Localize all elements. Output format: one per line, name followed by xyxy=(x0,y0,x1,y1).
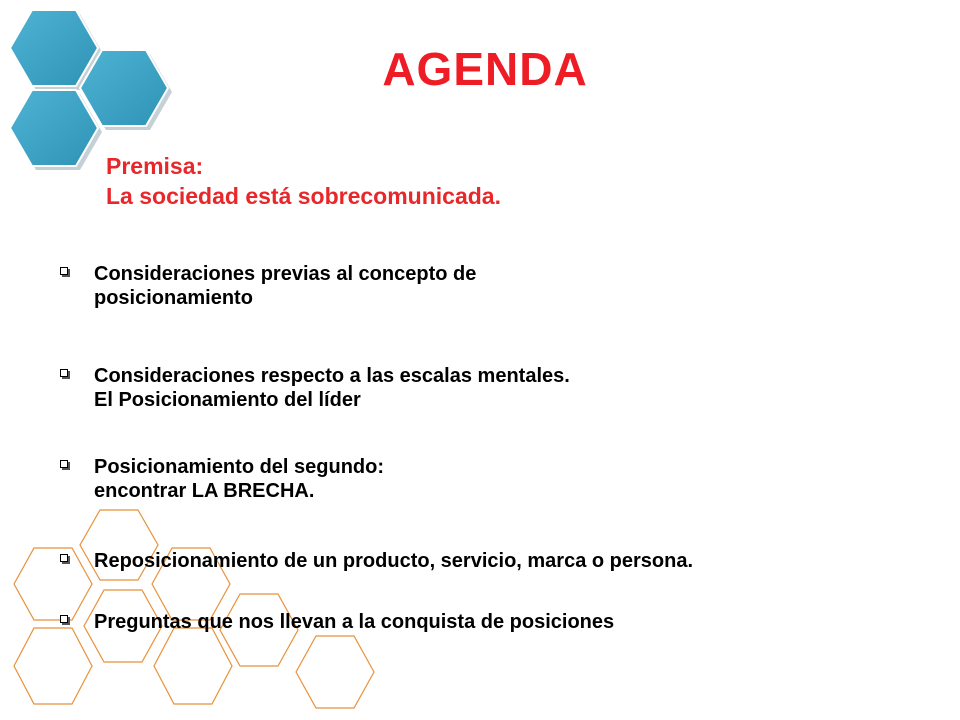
square-bullet-icon xyxy=(60,369,68,377)
premise-block xyxy=(106,151,501,211)
orange-hexagon-2 xyxy=(14,548,92,620)
orange-hexagon-cluster-icon xyxy=(14,510,374,708)
square-bullet-icon xyxy=(60,460,68,468)
square-bullet-icon xyxy=(60,615,68,623)
orange-hexagon-8 xyxy=(296,636,374,708)
agenda-item-line: Consideraciones respecto a las escalas mentales. xyxy=(94,365,570,387)
orange-hexagon-7 xyxy=(154,628,232,704)
agenda-item-line: posicionamiento xyxy=(94,287,253,309)
agenda-item-line: Reposicionamiento de un producto, servicio, marca o persona. xyxy=(94,550,694,572)
square-bullet-icon xyxy=(60,267,68,275)
agenda-item-text xyxy=(94,364,570,412)
premise-label: Premisa: xyxy=(106,153,204,179)
agenda-item-line: Preguntas que nos llevan a la conquista de posiciones xyxy=(94,611,615,633)
agenda-item-line: encontrar LA BRECHA. xyxy=(94,480,315,502)
agenda-item-line: Consideraciones previas al concepto de xyxy=(94,263,477,285)
agenda-item-text xyxy=(94,610,614,634)
agenda-item-text xyxy=(94,262,476,310)
agenda-item-text xyxy=(94,455,384,503)
agenda-item-text xyxy=(94,549,693,573)
agenda-item-line: Posicionamiento del segundo: xyxy=(94,456,385,478)
premise-text: La sociedad está sobrecomunicada. xyxy=(106,183,501,209)
slide-title: AGENDA xyxy=(382,43,588,95)
agenda-item-line: El Posicionamiento del líder xyxy=(94,389,361,411)
orange-hexagon-6 xyxy=(14,628,92,704)
square-bullet-icon xyxy=(60,554,68,562)
